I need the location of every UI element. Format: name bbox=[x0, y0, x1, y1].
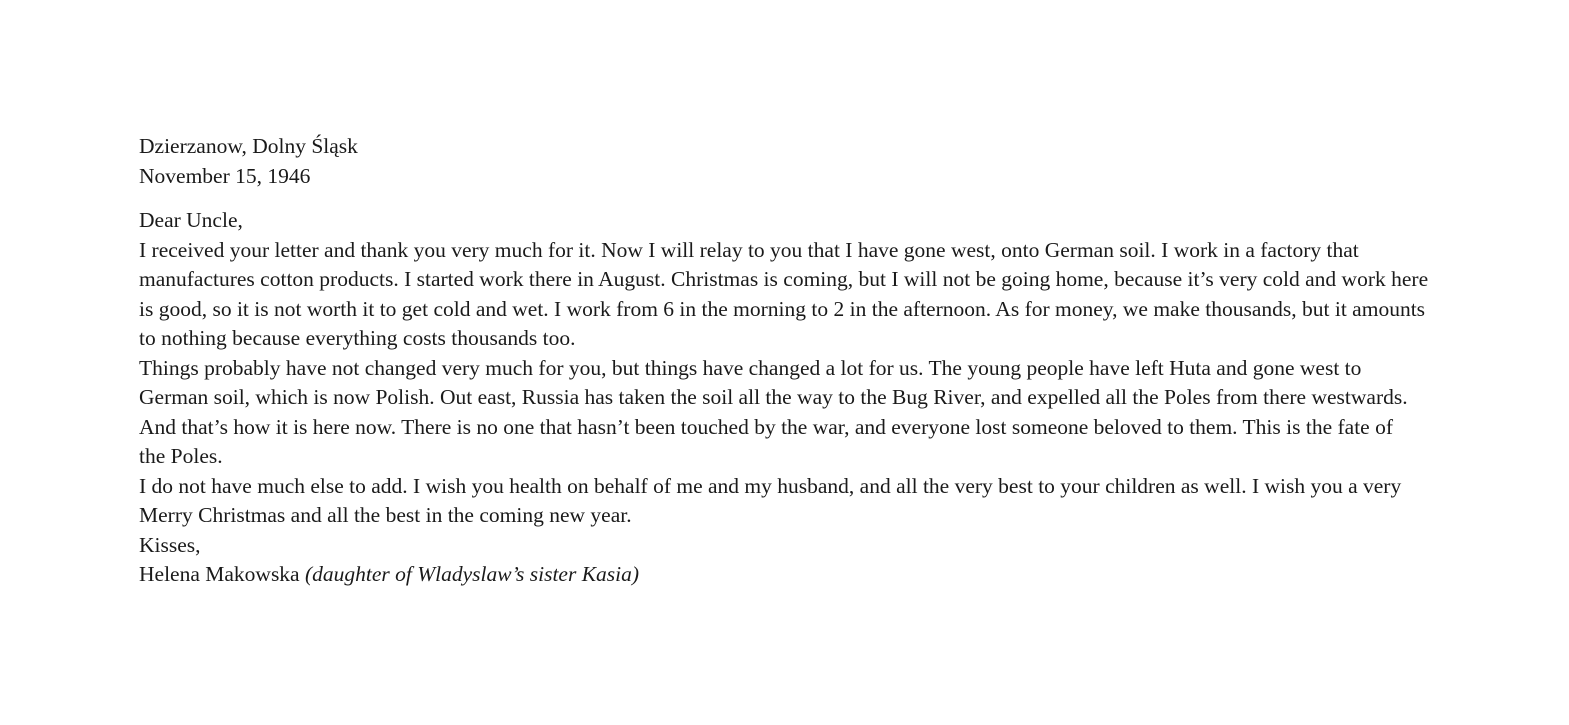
letter-closing: Kisses, bbox=[139, 532, 201, 557]
letter-signature bbox=[139, 560, 1439, 590]
letter-paragraph-3: I do not have much else to add. I wish you health on behalf of me and my husband, and all the very best to your children as well. I wish you a very Merry Christmas and all the best in the coming new year. bbox=[139, 473, 1402, 527]
signature-name: Helena Makowska bbox=[139, 562, 300, 586]
letter-place: Dzierzanow, Dolny Śląsk bbox=[139, 134, 358, 158]
letter-greeting: Dear Uncle, bbox=[139, 208, 243, 232]
spacer bbox=[139, 191, 1439, 206]
letter bbox=[139, 132, 1439, 590]
letter-paragraph-2: Things probably have not changed very much for you, but things have changed a lot for us. The young people have left Huta and gone west to German soil, which is now Polish. Out east, Russia has taken the soil all the way to the Bug River, and expelled all the Poles from there westwards. And that’s how it is here now. There is no one that hasn’t been touched by the war, and everyone lost someone beloved to them. This is the fate of the Poles. bbox=[139, 355, 1408, 468]
signature-note: (daughter of Wladyslaw’s sister Kasia) bbox=[304, 562, 640, 586]
letter-date: November 15, 1946 bbox=[139, 163, 311, 188]
letter-paragraph-1: I received your letter and thank you very much for it. Now I will relay to you that I have gone west, onto German soil. I work in a factory that manufactures cotton products. I started work there in August. Christmas is coming, but I will not be going home, because it’s very cold and work here is good, so it is not worth it to get cold and wet. I work from 6 in the morning to 2 in the afternoon. As for money, we make thousands, but it amounts to nothing because everything costs thousands too. bbox=[139, 237, 1429, 350]
